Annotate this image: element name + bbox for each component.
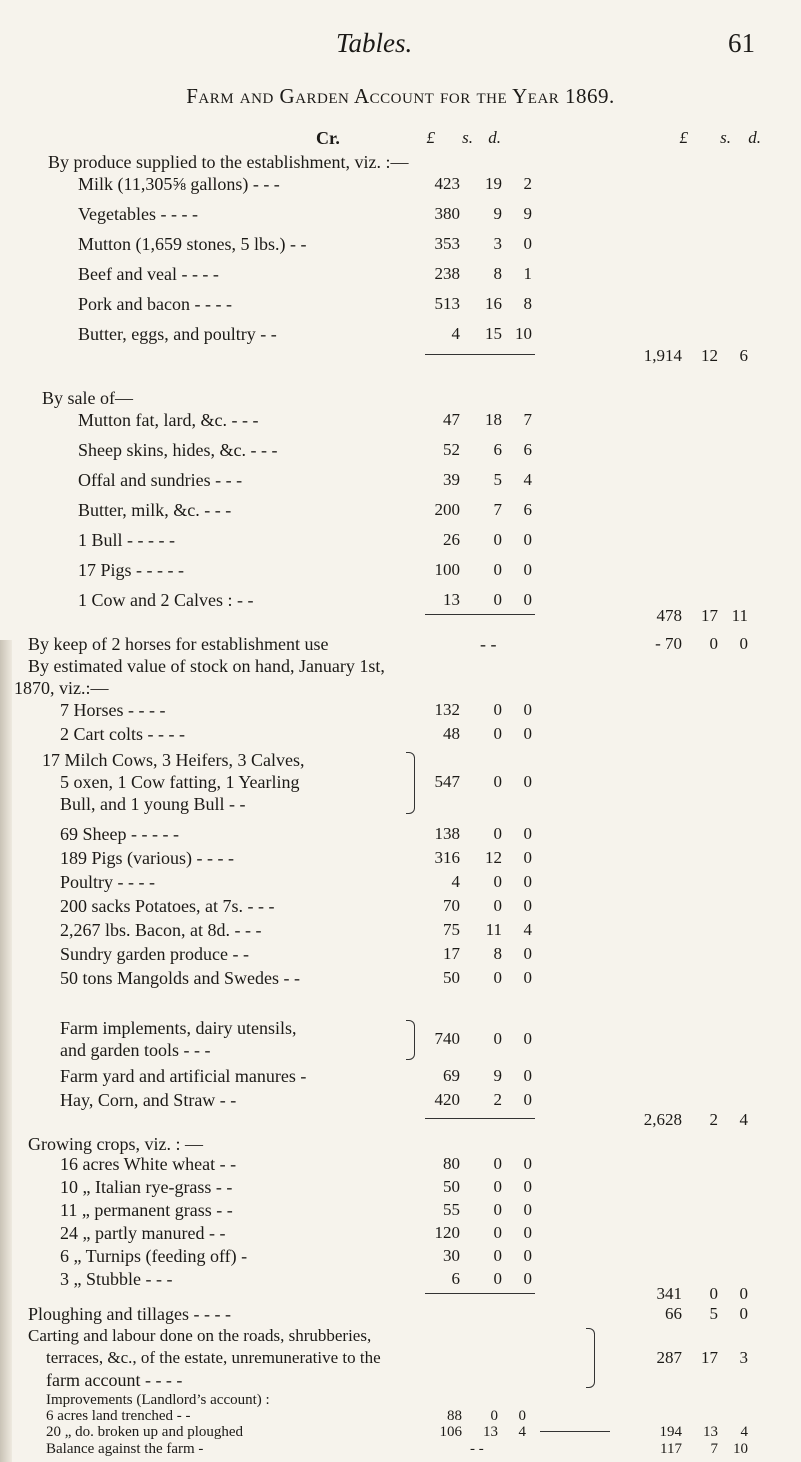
col-head-pence: d. xyxy=(488,128,501,147)
stock-rows2-pounds: 75 xyxy=(443,920,460,939)
improvements-row-1: 6 acres land trenched - - xyxy=(46,1408,191,1424)
page-title: Farm and Garden Account for the Year 1869. xyxy=(186,84,615,108)
crops-rows-shillings: 0 xyxy=(493,1200,502,1219)
sale-rows-label: 1 Bull - - - - - xyxy=(78,530,175,550)
stock-rows-pounds: 132 xyxy=(434,700,460,719)
sale-total-shillings: 17 xyxy=(701,606,718,625)
sale-rows-pence: 7 xyxy=(523,410,532,429)
crops-rows-label: 16 acres White wheat - - xyxy=(60,1154,237,1174)
produce-rows-shillings: 9 xyxy=(493,204,502,223)
balance-pence: 10 xyxy=(733,1441,748,1457)
produce-rows-label: Pork and bacon - - - - xyxy=(78,294,232,314)
produce-rows-pounds: 380 xyxy=(434,204,460,223)
crops-rows-shillings: 0 xyxy=(493,1154,502,1173)
stock-total-pence: 4 xyxy=(739,1110,748,1129)
stock-rows2-shillings: 0 xyxy=(493,824,502,843)
produce-rows-shillings: 3 xyxy=(493,234,502,253)
sale-rows-shillings: 0 xyxy=(493,590,502,609)
stock-rows2-pounds: 316 xyxy=(434,848,460,867)
sale-rows-pounds: 47 xyxy=(443,410,460,429)
stock-rows3-pence: 0 xyxy=(523,1090,532,1109)
carting-brace xyxy=(586,1328,595,1388)
stock-rows-shillings: 0 xyxy=(493,700,502,719)
sale-rows-pence: 6 xyxy=(523,440,532,459)
stock-rows2-pence: 0 xyxy=(523,824,532,843)
produce-rows-pounds: 513 xyxy=(434,294,460,313)
sale-rows-pounds: 26 xyxy=(443,530,460,549)
sale-rows-pence: 6 xyxy=(523,500,532,519)
sale-rows-shillings: 7 xyxy=(493,500,502,519)
col-head-shillings-2: s. xyxy=(720,128,731,147)
improvements-total-pounds: 194 xyxy=(659,1424,682,1440)
stock-rows2-pence: 0 xyxy=(523,896,532,915)
col-head-pounds-2: £ xyxy=(679,128,688,147)
improvements-row-2: 20 „ do. broken up and ploughed xyxy=(46,1424,244,1440)
page-edge-shadow xyxy=(0,640,12,1462)
stock-heading-1: By estimated value of stock on hand, January 1st, xyxy=(28,656,385,676)
stock-rows2-label: Poultry - - - - xyxy=(60,872,155,892)
implements-line-2: and garden tools - - - xyxy=(60,1040,211,1060)
stock-rows2-pounds: 138 xyxy=(434,824,460,843)
crops-rows-shillings: 0 xyxy=(493,1177,502,1196)
produce-rows-pounds: 4 xyxy=(451,324,460,343)
stock-rows2-shillings: 0 xyxy=(493,896,502,915)
stock-rows2-shillings: 0 xyxy=(493,968,502,987)
crops-rows-pence: 0 xyxy=(523,1246,532,1265)
stock-rows2-shillings: 0 xyxy=(493,872,502,891)
implements-pence: 0 xyxy=(523,1029,532,1048)
crops-rule xyxy=(425,1293,535,1294)
stock-rows-label: 7 Horses - - - - xyxy=(60,700,166,720)
stock-rows2-pence: 0 xyxy=(523,944,532,963)
sale-rows-shillings: 0 xyxy=(493,560,502,579)
sale-rows-pence: 4 xyxy=(523,470,532,489)
sale-rows-pence: 0 xyxy=(523,560,532,579)
produce-rows-pounds: 238 xyxy=(434,264,460,283)
crops-rows-shillings: 0 xyxy=(493,1223,502,1242)
improvements-row-2-pounds: 106 xyxy=(439,1424,462,1440)
keep-horses-pounds: - 70 xyxy=(655,634,682,653)
produce-rows-pounds: 423 xyxy=(434,174,460,193)
col-head-pounds: £ xyxy=(426,128,435,147)
crops-rows-pence: 0 xyxy=(523,1269,532,1288)
crops-rows-label: 10 „ Italian rye-grass - - xyxy=(60,1177,233,1197)
produce-rows-label: Mutton (1,659 stones, 5 lbs.) - - xyxy=(78,234,307,254)
stock-rows2-label: 189 Pigs (various) - - - - xyxy=(60,848,234,868)
stock-rows2-pounds: 50 xyxy=(443,968,460,987)
stock-rows3-pounds: 420 xyxy=(434,1090,460,1109)
produce-rows-shillings: 19 xyxy=(485,174,502,193)
produce-rows-label: Milk (11,305⅝ gallons) - - - xyxy=(78,174,280,194)
sale-rows-shillings: 5 xyxy=(493,470,502,489)
sale-rows-pounds: 13 xyxy=(443,590,460,609)
col-head-shillings: s. xyxy=(462,128,473,147)
produce-rows-label: Butter, eggs, and poultry - - xyxy=(78,324,277,344)
produce-total-pence: 6 xyxy=(739,346,748,365)
running-head: Tables. xyxy=(336,28,413,58)
milch-shillings: 0 xyxy=(493,772,502,791)
balance-pounds: 117 xyxy=(660,1441,682,1457)
implements-line-1: Farm implements, dairy utensils, xyxy=(60,1018,297,1038)
crops-heading: Growing crops, viz. : — xyxy=(28,1134,203,1154)
produce-rows-shillings: 8 xyxy=(493,264,502,283)
sale-rows-label: Offal and sundries - - - xyxy=(78,470,243,490)
stock-rows2-shillings: 12 xyxy=(485,848,502,867)
crops-rows-shillings: 0 xyxy=(493,1246,502,1265)
produce-rows-pence: 2 xyxy=(523,174,532,193)
stock-rows-pounds: 48 xyxy=(443,724,460,743)
crops-rows-pence: 0 xyxy=(523,1223,532,1242)
stock-heading-2: 1870, viz.:— xyxy=(14,678,109,698)
milch-line-3: Bull, and 1 young Bull - - xyxy=(60,794,246,814)
stock-rows2-pence: 0 xyxy=(523,968,532,987)
sale-rows-shillings: 0 xyxy=(493,530,502,549)
stock-rows2-label: 50 tons Mangolds and Swedes - - xyxy=(60,968,300,988)
produce-rows-pence: 0 xyxy=(523,234,532,253)
sale-rows-label: 17 Pigs - - - - - xyxy=(78,560,184,580)
balance-label: Balance against the farm - xyxy=(46,1441,204,1457)
carting-line-1: Carting and labour done on the roads, shrubberies, xyxy=(28,1326,372,1345)
sale-rows-label: 1 Cow and 2 Calves : - - xyxy=(78,590,254,610)
stock-rows2-shillings: 8 xyxy=(493,944,502,963)
stock-rows2-label: Sundry garden produce - - xyxy=(60,944,249,964)
carting-line-2: terraces, &c., of the estate, unremunerative to the xyxy=(46,1348,381,1367)
stock-rows-pence: 0 xyxy=(523,700,532,719)
crops-rows-shillings: 0 xyxy=(493,1269,502,1288)
stock-rows2-pounds: 70 xyxy=(443,896,460,915)
produce-rows-shillings: 16 xyxy=(485,294,502,313)
carting-line-3: farm account - - - - xyxy=(46,1370,183,1390)
cr-label: Cr. xyxy=(316,128,340,148)
milch-line-1: 17 Milch Cows, 3 Heifers, 3 Calves, xyxy=(42,750,305,770)
milch-line-2: 5 oxen, 1 Cow fatting, 1 Yearling xyxy=(60,772,300,792)
sale-rows-pence: 0 xyxy=(523,590,532,609)
keep-horses-shillings: 0 xyxy=(709,634,718,653)
crops-total-pence: 0 xyxy=(739,1284,748,1303)
crops-rows-pence: 0 xyxy=(523,1177,532,1196)
col-head-pence-2: d. xyxy=(748,128,761,147)
stock-total-shillings: 2 xyxy=(709,1110,718,1129)
crops-rows-pounds: 120 xyxy=(434,1223,460,1242)
stock-rows2-label: 2,267 lbs. Bacon, at 8d. - - - xyxy=(60,920,262,940)
stock-total-pounds: 2,628 xyxy=(643,1110,682,1129)
produce-rows-pence: 8 xyxy=(523,294,532,313)
crops-total-shillings: 0 xyxy=(709,1284,718,1303)
crops-rows-pence: 0 xyxy=(523,1200,532,1219)
produce-heading: By produce supplied to the establishment, viz. :— xyxy=(48,152,409,172)
sale-rule xyxy=(425,614,535,615)
produce-total-shillings: 12 xyxy=(701,346,718,365)
carting-pounds: 287 xyxy=(656,1348,682,1367)
stock-rows3-pence: 0 xyxy=(523,1066,532,1085)
crops-rows-pence: 0 xyxy=(523,1154,532,1173)
produce-rows-label: Beef and veal - - - - xyxy=(78,264,219,284)
sale-total-pence: 11 xyxy=(731,606,748,625)
milch-pence: 0 xyxy=(523,772,532,791)
sale-rows-label: Mutton fat, lard, &c. - - - xyxy=(78,410,259,430)
stock-rows2-label: 69 Sheep - - - - - xyxy=(60,824,179,844)
stock-rows2-pence: 0 xyxy=(523,872,532,891)
implements-shillings: 0 xyxy=(493,1029,502,1048)
milch-pounds: 547 xyxy=(434,772,460,791)
stock-rows2-pence: 0 xyxy=(523,848,532,867)
produce-rows-shillings: 15 xyxy=(485,324,502,343)
stock-rows3-pounds: 69 xyxy=(443,1066,460,1085)
sale-rows-pounds: 100 xyxy=(434,560,460,579)
ploughing-pence: 0 xyxy=(739,1304,748,1323)
balance-dashes: - - xyxy=(470,1441,484,1457)
stock-rows-pence: 0 xyxy=(523,724,532,743)
sale-rows-label: Butter, milk, &c. - - - xyxy=(78,500,232,520)
balance-shillings: 7 xyxy=(710,1441,718,1457)
sale-rows-pence: 0 xyxy=(523,530,532,549)
sale-rows-label: Sheep skins, hides, &c. - - - xyxy=(78,440,278,460)
produce-total-pounds: 1,914 xyxy=(643,346,682,365)
keep-horses-label: By keep of 2 horses for establishment use xyxy=(28,634,329,654)
produce-rows-label: Vegetables - - - - xyxy=(78,204,198,224)
improvements-row-1-shillings: 0 xyxy=(490,1408,498,1424)
carting-pence: 3 xyxy=(739,1348,748,1367)
sale-total-pounds: 478 xyxy=(656,606,682,625)
stock-rows3-shillings: 9 xyxy=(493,1066,502,1085)
ploughing-pounds: 66 xyxy=(665,1304,682,1323)
stock-rows3-shillings: 2 xyxy=(493,1090,502,1109)
crops-rows-label: 24 „ partly manured - - xyxy=(60,1223,226,1243)
crops-total-pounds: 341 xyxy=(656,1284,682,1303)
crops-rows-pounds: 50 xyxy=(443,1177,460,1196)
stock-rows3-label: Hay, Corn, and Straw - - xyxy=(60,1090,237,1110)
stock-rows2-pounds: 17 xyxy=(443,944,460,963)
page-number: 61 xyxy=(728,28,755,58)
stock-rows2-pence: 4 xyxy=(523,920,532,939)
crops-rows-pounds: 30 xyxy=(443,1246,460,1265)
ploughing-shillings: 5 xyxy=(709,1304,718,1323)
stock-rows-label: 2 Cart colts - - - - xyxy=(60,724,185,744)
sale-rows-pounds: 39 xyxy=(443,470,460,489)
produce-rows-pence: 1 xyxy=(523,264,532,283)
crops-rows-label: 3 „ Stubble - - - xyxy=(60,1269,173,1289)
stock-rows2-pounds: 4 xyxy=(451,872,460,891)
improvements-row-2-shillings: 13 xyxy=(483,1424,498,1440)
implements-pounds: 740 xyxy=(434,1029,460,1048)
sale-rows-shillings: 6 xyxy=(493,440,502,459)
ploughing-label: Ploughing and tillages - - - - xyxy=(28,1304,231,1324)
produce-rows-pence: 10 xyxy=(515,324,532,343)
keep-horses-dashes: - - xyxy=(480,634,497,654)
sale-heading: By sale of— xyxy=(42,388,133,408)
crops-rows-pounds: 80 xyxy=(443,1154,460,1173)
crops-rows-pounds: 6 xyxy=(451,1269,460,1288)
improvements-rule xyxy=(540,1431,610,1432)
produce-rule xyxy=(425,354,535,355)
improvements-row-2-pence: 4 xyxy=(518,1424,526,1440)
stock-rule xyxy=(425,1118,535,1119)
stock-rows2-label: 200 sacks Potatoes, at 7s. - - - xyxy=(60,896,275,916)
sale-rows-pounds: 52 xyxy=(443,440,460,459)
improvements-total-shillings: 13 xyxy=(703,1424,718,1440)
stock-rows3-label: Farm yard and artificial manures - xyxy=(60,1066,307,1086)
crops-rows-label: 6 „ Turnips (feeding off) - xyxy=(60,1246,248,1266)
sale-rows-pounds: 200 xyxy=(434,500,460,519)
improvements-heading: Improvements (Landlord’s account) : xyxy=(46,1392,270,1408)
sale-rows-shillings: 18 xyxy=(485,410,502,429)
improvements-total-pence: 4 xyxy=(740,1424,748,1440)
crops-rows-label: 11 „ permanent grass - - xyxy=(60,1200,233,1220)
crops-rows-pounds: 55 xyxy=(443,1200,460,1219)
improvements-row-1-pounds: 88 xyxy=(447,1408,462,1424)
produce-rows-pence: 9 xyxy=(523,204,532,223)
improvements-row-1-pence: 0 xyxy=(518,1408,526,1424)
produce-rows-pounds: 353 xyxy=(434,234,460,253)
keep-horses-pence: 0 xyxy=(739,634,748,653)
carting-shillings: 17 xyxy=(701,1348,718,1367)
stock-rows-shillings: 0 xyxy=(493,724,502,743)
stock-rows2-shillings: 11 xyxy=(485,920,502,939)
